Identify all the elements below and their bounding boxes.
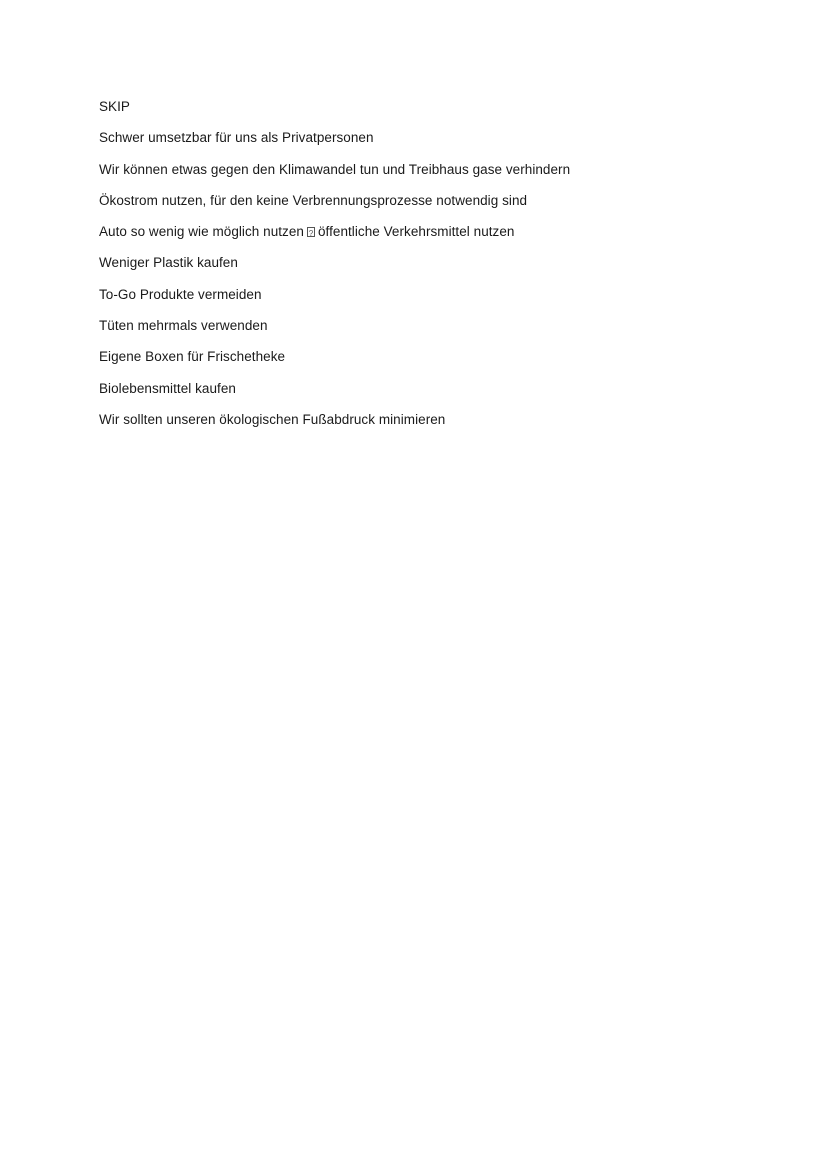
text-segment: öffentliche Verkehrsmittel nutzen [317, 224, 515, 240]
text-line: SKIP [99, 99, 130, 114]
document-body [99, 98, 739, 442]
text-line: Ökostrom nutzen, für den keine Verbrennungsprozesse notwendig sind [99, 192, 528, 208]
text-line: Eigene Boxen für Frischetheke [99, 349, 286, 365]
text-line: Schwer umsetzbar für uns als Privatpersonen [99, 130, 374, 146]
text-line: Tüten mehrmals verwenden [99, 318, 268, 334]
text-line: Wir können etwas gegen den Klimawandel tun und Treibhaus gase verhindern [99, 161, 571, 177]
text-line: To-Go Produkte vermeiden [99, 286, 262, 302]
text-line: Weniger Plastik kaufen [99, 255, 238, 271]
text-line: Wir sollten unseren ökologischen Fußabdruck minimieren [99, 411, 446, 427]
text-line [99, 223, 739, 241]
text-segment: Auto so wenig wie möglich nutzen [99, 224, 304, 240]
missing-glyph-icon [307, 227, 315, 237]
text-line: Biolebensmittel kaufen [99, 380, 236, 396]
